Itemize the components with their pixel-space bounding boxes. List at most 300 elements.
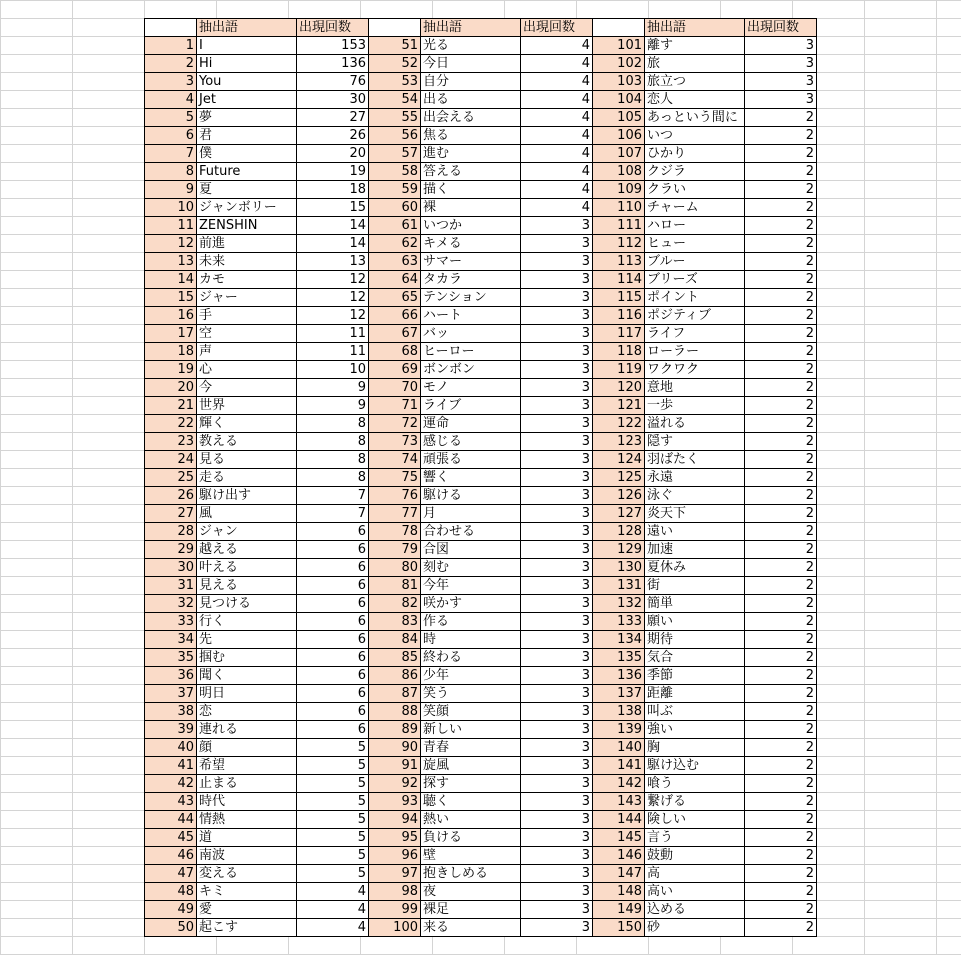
rank-cell[interactable]: 118 [593, 343, 645, 361]
word-cell[interactable]: ZENSHIN [197, 217, 297, 235]
word-cell[interactable]: 起こす [197, 919, 297, 937]
word-cell[interactable]: 加速 [645, 541, 745, 559]
word-cell[interactable]: チャーム [645, 199, 745, 217]
count-cell[interactable]: 5 [297, 775, 369, 793]
rank-cell[interactable]: 103 [593, 73, 645, 91]
word-cell[interactable]: 新しい [421, 721, 521, 739]
word-cell[interactable]: 夏休み [645, 559, 745, 577]
word-cell[interactable]: You [197, 73, 297, 91]
header-count-cell[interactable]: 出現回数 [745, 19, 817, 37]
count-cell[interactable]: 8 [297, 415, 369, 433]
word-cell[interactable]: 駆ける [421, 487, 521, 505]
word-cell[interactable]: 聞く [197, 667, 297, 685]
count-cell[interactable]: 3 [521, 919, 593, 937]
rank-cell[interactable]: 4 [145, 91, 197, 109]
count-cell[interactable]: 2 [745, 649, 817, 667]
count-cell[interactable]: 2 [745, 109, 817, 127]
rank-cell[interactable]: 113 [593, 253, 645, 271]
count-cell[interactable]: 4 [521, 37, 593, 55]
word-cell[interactable]: 見つける [197, 595, 297, 613]
rank-cell[interactable]: 142 [593, 775, 645, 793]
rank-cell[interactable]: 19 [145, 361, 197, 379]
word-cell[interactable]: 空 [197, 325, 297, 343]
count-cell[interactable]: 5 [297, 793, 369, 811]
rank-cell[interactable]: 61 [369, 217, 421, 235]
count-cell[interactable]: 2 [745, 595, 817, 613]
rank-cell[interactable]: 52 [369, 55, 421, 73]
count-cell[interactable]: 3 [521, 811, 593, 829]
word-cell[interactable]: 先 [197, 631, 297, 649]
word-cell[interactable]: 連れる [197, 721, 297, 739]
count-cell[interactable]: 3 [521, 289, 593, 307]
rank-cell[interactable]: 94 [369, 811, 421, 829]
word-cell[interactable]: 旅 [645, 55, 745, 73]
count-cell[interactable]: 3 [521, 487, 593, 505]
word-cell[interactable]: 羽ばたく [645, 451, 745, 469]
count-cell[interactable]: 14 [297, 217, 369, 235]
count-cell[interactable]: 2 [745, 397, 817, 415]
count-cell[interactable]: 2 [745, 415, 817, 433]
rank-cell[interactable]: 20 [145, 379, 197, 397]
count-cell[interactable]: 4 [521, 91, 593, 109]
word-cell[interactable]: 喰う [645, 775, 745, 793]
header-index-cell[interactable] [593, 19, 645, 37]
rank-cell[interactable]: 148 [593, 883, 645, 901]
word-cell[interactable]: ローラー [645, 343, 745, 361]
word-cell[interactable]: 見える [197, 577, 297, 595]
word-cell[interactable]: ジャン [197, 523, 297, 541]
word-cell[interactable]: 答える [421, 163, 521, 181]
count-cell[interactable]: 2 [745, 235, 817, 253]
rank-cell[interactable]: 31 [145, 577, 197, 595]
count-cell[interactable]: 2 [745, 127, 817, 145]
rank-cell[interactable]: 92 [369, 775, 421, 793]
count-cell[interactable]: 4 [521, 55, 593, 73]
word-cell[interactable]: 恋人 [645, 91, 745, 109]
count-cell[interactable]: 2 [745, 883, 817, 901]
count-cell[interactable]: 3 [521, 757, 593, 775]
rank-cell[interactable]: 24 [145, 451, 197, 469]
word-cell[interactable]: 青春 [421, 739, 521, 757]
count-cell[interactable]: 14 [297, 235, 369, 253]
count-cell[interactable]: 10 [297, 361, 369, 379]
count-cell[interactable]: 3 [521, 397, 593, 415]
word-cell[interactable]: 簡単 [645, 595, 745, 613]
count-cell[interactable]: 6 [297, 721, 369, 739]
word-cell[interactable]: ポジティブ [645, 307, 745, 325]
word-cell[interactable]: ワクワク [645, 361, 745, 379]
word-cell[interactable]: 響く [421, 469, 521, 487]
rank-cell[interactable]: 9 [145, 181, 197, 199]
rank-cell[interactable]: 68 [369, 343, 421, 361]
count-cell[interactable]: 2 [745, 631, 817, 649]
rank-cell[interactable]: 7 [145, 145, 197, 163]
rank-cell[interactable]: 87 [369, 685, 421, 703]
rank-cell[interactable]: 117 [593, 325, 645, 343]
rank-cell[interactable]: 140 [593, 739, 645, 757]
word-cell[interactable]: 自分 [421, 73, 521, 91]
rank-cell[interactable]: 73 [369, 433, 421, 451]
rank-cell[interactable]: 136 [593, 667, 645, 685]
word-cell[interactable]: 叫ぶ [645, 703, 745, 721]
word-cell[interactable]: サマー [421, 253, 521, 271]
count-cell[interactable]: 3 [521, 541, 593, 559]
count-cell[interactable]: 2 [745, 361, 817, 379]
rank-cell[interactable]: 10 [145, 199, 197, 217]
word-cell[interactable]: ハート [421, 307, 521, 325]
rank-cell[interactable]: 109 [593, 181, 645, 199]
count-cell[interactable]: 5 [297, 811, 369, 829]
count-cell[interactable]: 5 [297, 847, 369, 865]
word-cell[interactable]: 焦る [421, 127, 521, 145]
rank-cell[interactable]: 40 [145, 739, 197, 757]
rank-cell[interactable]: 91 [369, 757, 421, 775]
rank-cell[interactable]: 28 [145, 523, 197, 541]
count-cell[interactable]: 19 [297, 163, 369, 181]
word-cell[interactable]: ライフ [645, 325, 745, 343]
rank-cell[interactable]: 121 [593, 397, 645, 415]
rank-cell[interactable]: 65 [369, 289, 421, 307]
count-cell[interactable]: 3 [521, 703, 593, 721]
rank-cell[interactable]: 66 [369, 307, 421, 325]
word-cell[interactable]: 旅立つ [645, 73, 745, 91]
rank-cell[interactable]: 124 [593, 451, 645, 469]
rank-cell[interactable]: 39 [145, 721, 197, 739]
rank-cell[interactable]: 111 [593, 217, 645, 235]
word-cell[interactable]: 咲かす [421, 595, 521, 613]
count-cell[interactable]: 5 [297, 739, 369, 757]
word-cell[interactable]: 探す [421, 775, 521, 793]
count-cell[interactable]: 8 [297, 433, 369, 451]
count-cell[interactable]: 3 [521, 523, 593, 541]
header-word-cell[interactable]: 抽出語 [421, 19, 521, 37]
count-cell[interactable]: 2 [745, 577, 817, 595]
header-count-cell[interactable]: 出現回数 [297, 19, 369, 37]
rank-cell[interactable]: 15 [145, 289, 197, 307]
word-cell[interactable]: 笑顔 [421, 703, 521, 721]
rank-cell[interactable]: 115 [593, 289, 645, 307]
count-cell[interactable]: 153 [297, 37, 369, 55]
count-cell[interactable]: 8 [297, 451, 369, 469]
rank-cell[interactable]: 144 [593, 811, 645, 829]
count-cell[interactable]: 11 [297, 325, 369, 343]
count-cell[interactable]: 4 [521, 109, 593, 127]
count-cell[interactable]: 4 [521, 73, 593, 91]
count-cell[interactable]: 3 [521, 595, 593, 613]
count-cell[interactable]: 3 [745, 55, 817, 73]
count-cell[interactable]: 3 [521, 451, 593, 469]
rank-cell[interactable]: 29 [145, 541, 197, 559]
count-cell[interactable]: 4 [521, 199, 593, 217]
word-cell[interactable]: 声 [197, 343, 297, 361]
word-cell[interactable]: 今年 [421, 577, 521, 595]
count-cell[interactable]: 2 [745, 289, 817, 307]
count-cell[interactable]: 3 [521, 217, 593, 235]
word-cell[interactable]: 愛 [197, 901, 297, 919]
count-cell[interactable]: 2 [745, 451, 817, 469]
word-cell[interactable]: カモ [197, 271, 297, 289]
count-cell[interactable]: 3 [521, 667, 593, 685]
word-cell[interactable]: クジラ [645, 163, 745, 181]
rank-cell[interactable]: 130 [593, 559, 645, 577]
rank-cell[interactable]: 120 [593, 379, 645, 397]
rank-cell[interactable]: 42 [145, 775, 197, 793]
rank-cell[interactable]: 104 [593, 91, 645, 109]
rank-cell[interactable]: 83 [369, 613, 421, 631]
word-cell[interactable]: 進む [421, 145, 521, 163]
word-cell[interactable]: ライブ [421, 397, 521, 415]
count-cell[interactable]: 4 [297, 883, 369, 901]
word-cell[interactable]: 願い [645, 613, 745, 631]
rank-cell[interactable]: 90 [369, 739, 421, 757]
count-cell[interactable]: 3 [521, 739, 593, 757]
count-cell[interactable]: 6 [297, 523, 369, 541]
rank-cell[interactable]: 102 [593, 55, 645, 73]
word-cell[interactable]: 希望 [197, 757, 297, 775]
word-cell[interactable]: 駆け込む [645, 757, 745, 775]
count-cell[interactable]: 2 [745, 541, 817, 559]
rank-cell[interactable]: 114 [593, 271, 645, 289]
rank-cell[interactable]: 131 [593, 577, 645, 595]
count-cell[interactable]: 2 [745, 667, 817, 685]
word-cell[interactable]: 風 [197, 505, 297, 523]
rank-cell[interactable]: 62 [369, 235, 421, 253]
count-cell[interactable]: 6 [297, 667, 369, 685]
rank-cell[interactable]: 70 [369, 379, 421, 397]
word-cell[interactable]: 輝く [197, 415, 297, 433]
rank-cell[interactable]: 80 [369, 559, 421, 577]
count-cell[interactable]: 3 [521, 307, 593, 325]
count-cell[interactable]: 3 [521, 901, 593, 919]
word-cell[interactable]: 離す [645, 37, 745, 55]
word-cell[interactable]: 聴く [421, 793, 521, 811]
count-cell[interactable]: 2 [745, 433, 817, 451]
word-cell[interactable]: 見る [197, 451, 297, 469]
rank-cell[interactable]: 79 [369, 541, 421, 559]
word-cell[interactable]: 終わる [421, 649, 521, 667]
count-cell[interactable]: 76 [297, 73, 369, 91]
rank-cell[interactable]: 67 [369, 325, 421, 343]
count-cell[interactable]: 3 [745, 37, 817, 55]
count-cell[interactable]: 2 [745, 613, 817, 631]
count-cell[interactable]: 6 [297, 703, 369, 721]
word-cell[interactable]: 炎天下 [645, 505, 745, 523]
count-cell[interactable]: 4 [521, 127, 593, 145]
rank-cell[interactable]: 22 [145, 415, 197, 433]
count-cell[interactable]: 3 [521, 631, 593, 649]
rank-cell[interactable]: 53 [369, 73, 421, 91]
word-cell[interactable]: あっという間に [645, 109, 745, 127]
rank-cell[interactable]: 146 [593, 847, 645, 865]
count-cell[interactable]: 2 [745, 523, 817, 541]
word-cell[interactable]: 強い [645, 721, 745, 739]
count-cell[interactable]: 6 [297, 577, 369, 595]
count-cell[interactable]: 26 [297, 127, 369, 145]
rank-cell[interactable]: 143 [593, 793, 645, 811]
count-cell[interactable]: 6 [297, 685, 369, 703]
word-cell[interactable]: I [197, 37, 297, 55]
word-cell[interactable]: 道 [197, 829, 297, 847]
rank-cell[interactable]: 5 [145, 109, 197, 127]
rank-cell[interactable]: 37 [145, 685, 197, 703]
count-cell[interactable]: 2 [745, 343, 817, 361]
rank-cell[interactable]: 58 [369, 163, 421, 181]
word-cell[interactable]: ヒーロー [421, 343, 521, 361]
word-cell[interactable]: いつか [421, 217, 521, 235]
count-cell[interactable]: 3 [521, 793, 593, 811]
word-cell[interactable]: 走る [197, 469, 297, 487]
rank-cell[interactable]: 78 [369, 523, 421, 541]
rank-cell[interactable]: 8 [145, 163, 197, 181]
rank-cell[interactable]: 16 [145, 307, 197, 325]
rank-cell[interactable]: 100 [369, 919, 421, 937]
rank-cell[interactable]: 126 [593, 487, 645, 505]
word-cell[interactable]: 壁 [421, 847, 521, 865]
rank-cell[interactable]: 59 [369, 181, 421, 199]
rank-cell[interactable]: 96 [369, 847, 421, 865]
word-cell[interactable]: 永遠 [645, 469, 745, 487]
rank-cell[interactable]: 112 [593, 235, 645, 253]
rank-cell[interactable]: 56 [369, 127, 421, 145]
word-cell[interactable]: 鼓動 [645, 847, 745, 865]
rank-cell[interactable]: 82 [369, 595, 421, 613]
count-cell[interactable]: 2 [745, 271, 817, 289]
word-cell[interactable]: 今日 [421, 55, 521, 73]
count-cell[interactable]: 2 [745, 739, 817, 757]
word-cell[interactable]: 僕 [197, 145, 297, 163]
word-cell[interactable]: 少年 [421, 667, 521, 685]
word-cell[interactable]: 言う [645, 829, 745, 847]
word-cell[interactable]: 気合 [645, 649, 745, 667]
rank-cell[interactable]: 116 [593, 307, 645, 325]
word-cell[interactable]: 裸 [421, 199, 521, 217]
rank-cell[interactable]: 74 [369, 451, 421, 469]
count-cell[interactable]: 3 [521, 775, 593, 793]
count-cell[interactable]: 5 [297, 865, 369, 883]
rank-cell[interactable]: 6 [145, 127, 197, 145]
rank-cell[interactable]: 107 [593, 145, 645, 163]
count-cell[interactable]: 12 [297, 271, 369, 289]
word-cell[interactable]: ジャー [197, 289, 297, 307]
rank-cell[interactable]: 76 [369, 487, 421, 505]
word-cell[interactable]: 高い [645, 883, 745, 901]
word-cell[interactable]: 高 [645, 865, 745, 883]
word-cell[interactable]: 未来 [197, 253, 297, 271]
count-cell[interactable]: 6 [297, 559, 369, 577]
rank-cell[interactable]: 1 [145, 37, 197, 55]
rank-cell[interactable]: 27 [145, 505, 197, 523]
word-cell[interactable]: 明日 [197, 685, 297, 703]
rank-cell[interactable]: 86 [369, 667, 421, 685]
word-cell[interactable]: バッ [421, 325, 521, 343]
count-cell[interactable]: 136 [297, 55, 369, 73]
count-cell[interactable]: 2 [745, 721, 817, 739]
rank-cell[interactable]: 32 [145, 595, 197, 613]
rank-cell[interactable]: 23 [145, 433, 197, 451]
word-cell[interactable]: ブリーズ [645, 271, 745, 289]
word-cell[interactable]: キメる [421, 235, 521, 253]
count-cell[interactable]: 12 [297, 307, 369, 325]
rank-cell[interactable]: 54 [369, 91, 421, 109]
count-cell[interactable]: 2 [745, 865, 817, 883]
header-word-cell[interactable]: 抽出語 [645, 19, 745, 37]
rank-cell[interactable]: 145 [593, 829, 645, 847]
rank-cell[interactable]: 77 [369, 505, 421, 523]
word-cell[interactable]: 来る [421, 919, 521, 937]
word-cell[interactable]: 掴む [197, 649, 297, 667]
rank-cell[interactable]: 47 [145, 865, 197, 883]
rank-cell[interactable]: 71 [369, 397, 421, 415]
rank-cell[interactable]: 30 [145, 559, 197, 577]
word-cell[interactable]: 距離 [645, 685, 745, 703]
count-cell[interactable]: 7 [297, 487, 369, 505]
count-cell[interactable]: 4 [297, 919, 369, 937]
word-cell[interactable]: 時代 [197, 793, 297, 811]
count-cell[interactable]: 12 [297, 289, 369, 307]
rank-cell[interactable]: 2 [145, 55, 197, 73]
rank-cell[interactable]: 12 [145, 235, 197, 253]
rank-cell[interactable]: 125 [593, 469, 645, 487]
word-cell[interactable]: 止まる [197, 775, 297, 793]
rank-cell[interactable]: 44 [145, 811, 197, 829]
word-cell[interactable]: Future [197, 163, 297, 181]
count-cell[interactable]: 2 [745, 307, 817, 325]
word-cell[interactable]: キミ [197, 883, 297, 901]
rank-cell[interactable]: 85 [369, 649, 421, 667]
rank-cell[interactable]: 128 [593, 523, 645, 541]
rank-cell[interactable]: 99 [369, 901, 421, 919]
rank-cell[interactable]: 95 [369, 829, 421, 847]
count-cell[interactable]: 6 [297, 631, 369, 649]
rank-cell[interactable]: 132 [593, 595, 645, 613]
count-cell[interactable]: 3 [521, 721, 593, 739]
word-cell[interactable]: 作る [421, 613, 521, 631]
count-cell[interactable]: 5 [297, 757, 369, 775]
count-cell[interactable]: 3 [521, 865, 593, 883]
word-cell[interactable]: タカラ [421, 271, 521, 289]
word-cell[interactable]: モノ [421, 379, 521, 397]
word-cell[interactable]: 熱い [421, 811, 521, 829]
count-cell[interactable]: 3 [521, 613, 593, 631]
word-cell[interactable]: ボンボン [421, 361, 521, 379]
rank-cell[interactable]: 108 [593, 163, 645, 181]
word-cell[interactable]: ポイント [645, 289, 745, 307]
rank-cell[interactable]: 69 [369, 361, 421, 379]
count-cell[interactable]: 3 [521, 235, 593, 253]
count-cell[interactable]: 3 [521, 343, 593, 361]
word-cell[interactable]: 泳ぐ [645, 487, 745, 505]
rank-cell[interactable]: 3 [145, 73, 197, 91]
rank-cell[interactable]: 75 [369, 469, 421, 487]
count-cell[interactable]: 3 [521, 577, 593, 595]
count-cell[interactable]: 2 [745, 199, 817, 217]
word-cell[interactable]: 前進 [197, 235, 297, 253]
word-cell[interactable]: 世界 [197, 397, 297, 415]
count-cell[interactable]: 3 [521, 505, 593, 523]
rank-cell[interactable]: 26 [145, 487, 197, 505]
word-cell[interactable]: 情熱 [197, 811, 297, 829]
word-cell[interactable]: 刻む [421, 559, 521, 577]
count-cell[interactable]: 3 [521, 829, 593, 847]
count-cell[interactable]: 3 [521, 415, 593, 433]
word-cell[interactable]: 意地 [645, 379, 745, 397]
rank-cell[interactable]: 93 [369, 793, 421, 811]
rank-cell[interactable]: 33 [145, 613, 197, 631]
count-cell[interactable]: 3 [521, 271, 593, 289]
word-cell[interactable]: 裸足 [421, 901, 521, 919]
word-cell[interactable]: 胸 [645, 739, 745, 757]
word-cell[interactable]: 変える [197, 865, 297, 883]
